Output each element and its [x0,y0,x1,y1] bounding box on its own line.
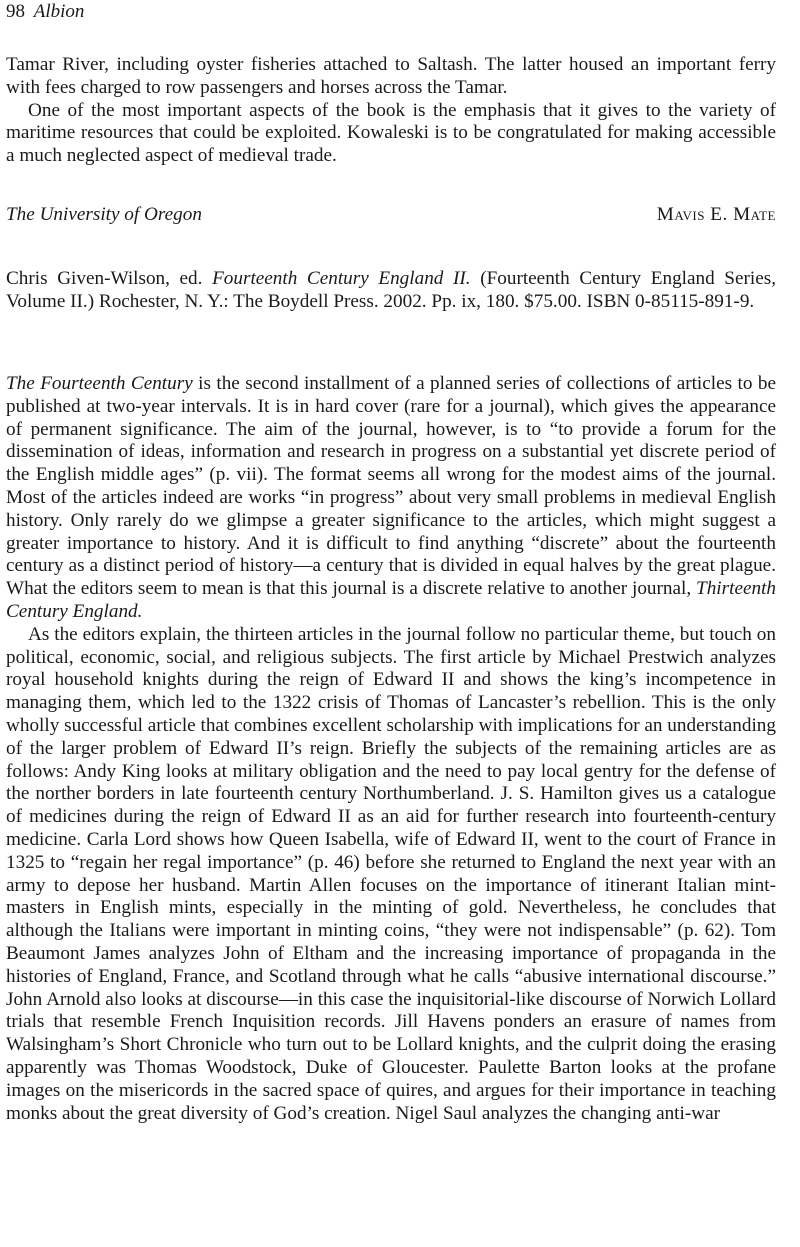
book-citation [6,268,776,314]
previous-review-ending [6,54,776,168]
citation-text [6,268,776,314]
review-related-journal-title: Thirteenth Century England. [6,578,776,622]
review-paragraph: As the editors explain, the thirteen articles in the journal follow no particular theme, but touch on political, economic, social, and religious subjects. The first article by Michael Prestwich analyzes royal household knights during the reign of Edward II and shows the king’s incompetence in managing them, which led to the 1322 crisis of Thomas of Lancaster’s rebellion. This is the only wholly successful article that combines excellent scholarship with implications for an understanding of the larger problem of Edward II’s reign. Briefly the subjects of the remaining articles are as follows: Andy King looks at military obligation and the need to pay local gentry for the defense of the norther borders in late fourteenth century Northumberland. J. S. Hamilton gives us a catalogue of medicines during the reign of Edward II as an aid for further research into fourteenth-century medicine. Carla Lord shows how Queen Isabella, wife of Edward II, went to the court of France in 1325 to “regain her regal importance” (p. 46) before she returned to England the next year with an army to depose her husband. Martin Allen focuses on the importance of itinerant Italian mint-masters in English mints, especially in the minting of gold. Nevertheless, he concludes that although the Italians were important in minting coins, “they were not indispensable” (p. 62). Tom Beaumont James analyzes John of Eltham and the increasing importance of propaganda in the histories of England, France, and Scotland through what he calls “abusive international discourse.” John Arnold also looks at discourse—in this case the inquisitorial-like discourse of Norwich Lollard trials that resemble French Inquisition records. Jill Havens ponders an erasure of names from Walsingham’s Short Chronicle who turn out to be Lollard knights, and the culprit doing the erasing apparently was Thomas Woodstock, Duke of Gloucester. Paulette Barton looks at the profane images on the misericords in the sacred space of quires, and argues for their importance in teaching monks about the great diversity of God’s creation. Nigel Saul analyzes the changing anti-war [6,623,776,1124]
reviewer-institution: The University of Oregon [6,204,202,225]
review-series-title: The Fourteenth Century [6,373,193,394]
review-paragraph-text: is the second installment of a planned series of collections of articles to be published at two-year intervals. It is in hard cover (rare for a journal), which gives the appearance of permanent significance. The aim of the journal, however, is to “to provide a forum for the dissemination of ideas, information and research in progress on a substantial yet discrete period of the English middle ages” (p. vii). The format seems all wrong for the modest aims of the journal. Most of the articles indeed are works “in progress” about very small problems in medieval English history. Only rarely do we glimpse a greater significance to the articles, which might suggest a greater importance to history. And it is difficult to find anything “discrete” about the fourteenth century as a distinct period of history—a century that is divided in equal halves by the great plague. What the editors seem to mean is that this journal is a discrete relative to another journal, [6,373,776,600]
previous-review-paragraph: Tamar River, including oyster fisheries attached to Saltash. The latter housed an important ferry with fees charged to row passengers and horses across the Tamar. [6,54,776,98]
review-signature [6,203,776,226]
citation-details: (Fourteenth Century England Series, Volume II.) Rochester, N. Y.: The Boydell Press. 2002. Pp. ix, 180. $75.00. ISBN 0-85115-891-9. [6,268,776,312]
citation-editor: Chris Given-Wilson, ed. [6,268,213,289]
citation-book-title: Fourteenth Century England II. [212,268,471,289]
review-body [6,373,776,1125]
previous-review-paragraph: One of the most important aspects of the book is the emphasis that it gives to the variety of maritime resources that could be exploited. Kowaleski is to be congratulated for making accessible a much neglected aspect of medieval trade. [6,99,776,167]
running-head [6,0,84,24]
review-paragraph [6,373,776,624]
journal-title: Albion [33,1,85,22]
page-number: 98 [6,1,25,22]
reviewer-name: Mavis E. Mate [656,204,776,225]
